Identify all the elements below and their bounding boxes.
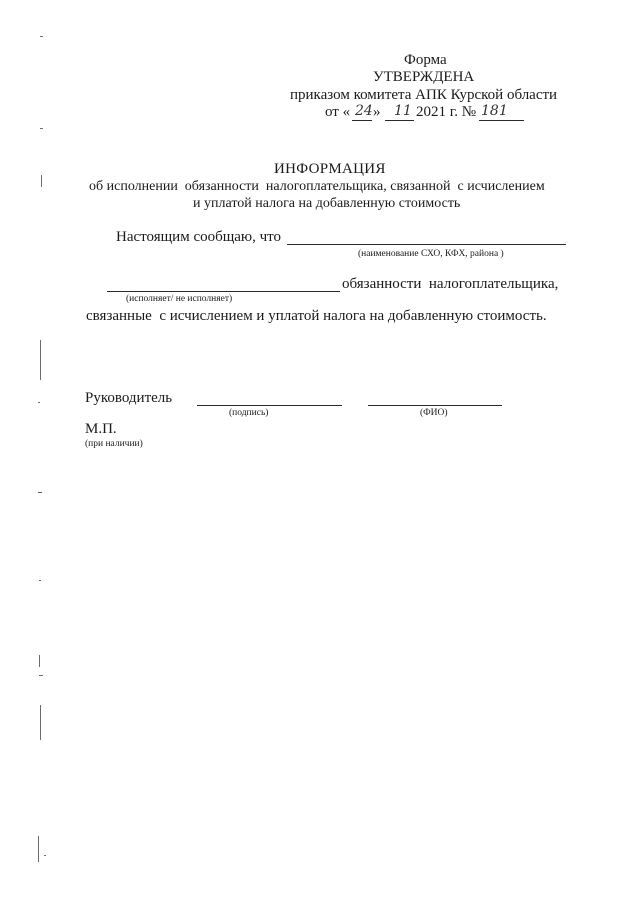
status-hint: (исполняет/ не исполняет) — [126, 294, 233, 304]
intro-text: Настоящим сообщаю, что — [116, 229, 282, 245]
title-line-2: и уплатой налога на добавленную стоимость — [193, 196, 461, 211]
status-field-line[interactable] — [107, 291, 340, 292]
approved-label: УТВЕРЖДЕНА — [373, 69, 475, 85]
obligation-text-line-2: связанные с исчислением и уплатой налога на добавленную стоимость. — [86, 308, 547, 324]
month-field-line — [385, 120, 414, 121]
title-line-1: об исполнении обязанности налогоплательщика, связанной с исчислением — [89, 179, 545, 194]
date-mid: » — [373, 104, 381, 120]
signature-field-line[interactable] — [197, 405, 342, 406]
stamp-hint: (при наличии) — [85, 439, 143, 449]
year-and-number-label: 2021 г. № — [416, 104, 477, 120]
head-label: Руководитель — [85, 390, 173, 406]
order-reference: приказом комитета АПК Курской области — [290, 87, 558, 103]
month-value: 11 — [394, 103, 412, 119]
name-hint: (ФИО) — [420, 408, 448, 418]
number-field-line — [479, 120, 524, 121]
order-number-value: 181 — [481, 103, 508, 119]
name-field-line[interactable] — [368, 405, 502, 406]
signature-hint: (подпись) — [229, 408, 269, 418]
title-main: ИНФОРМАЦИЯ — [274, 161, 386, 177]
organization-hint: (наименование СХО, КФХ, района ) — [358, 249, 504, 259]
form-label: Форма — [404, 52, 447, 68]
stamp-label: М.П. — [85, 421, 117, 437]
date-prefix: от « — [325, 104, 351, 120]
obligation-text: обязанности налогоплательщика, — [342, 276, 559, 292]
day-value: 24 — [355, 103, 373, 119]
day-field-line — [352, 120, 372, 121]
organization-field-line[interactable] — [287, 244, 566, 245]
